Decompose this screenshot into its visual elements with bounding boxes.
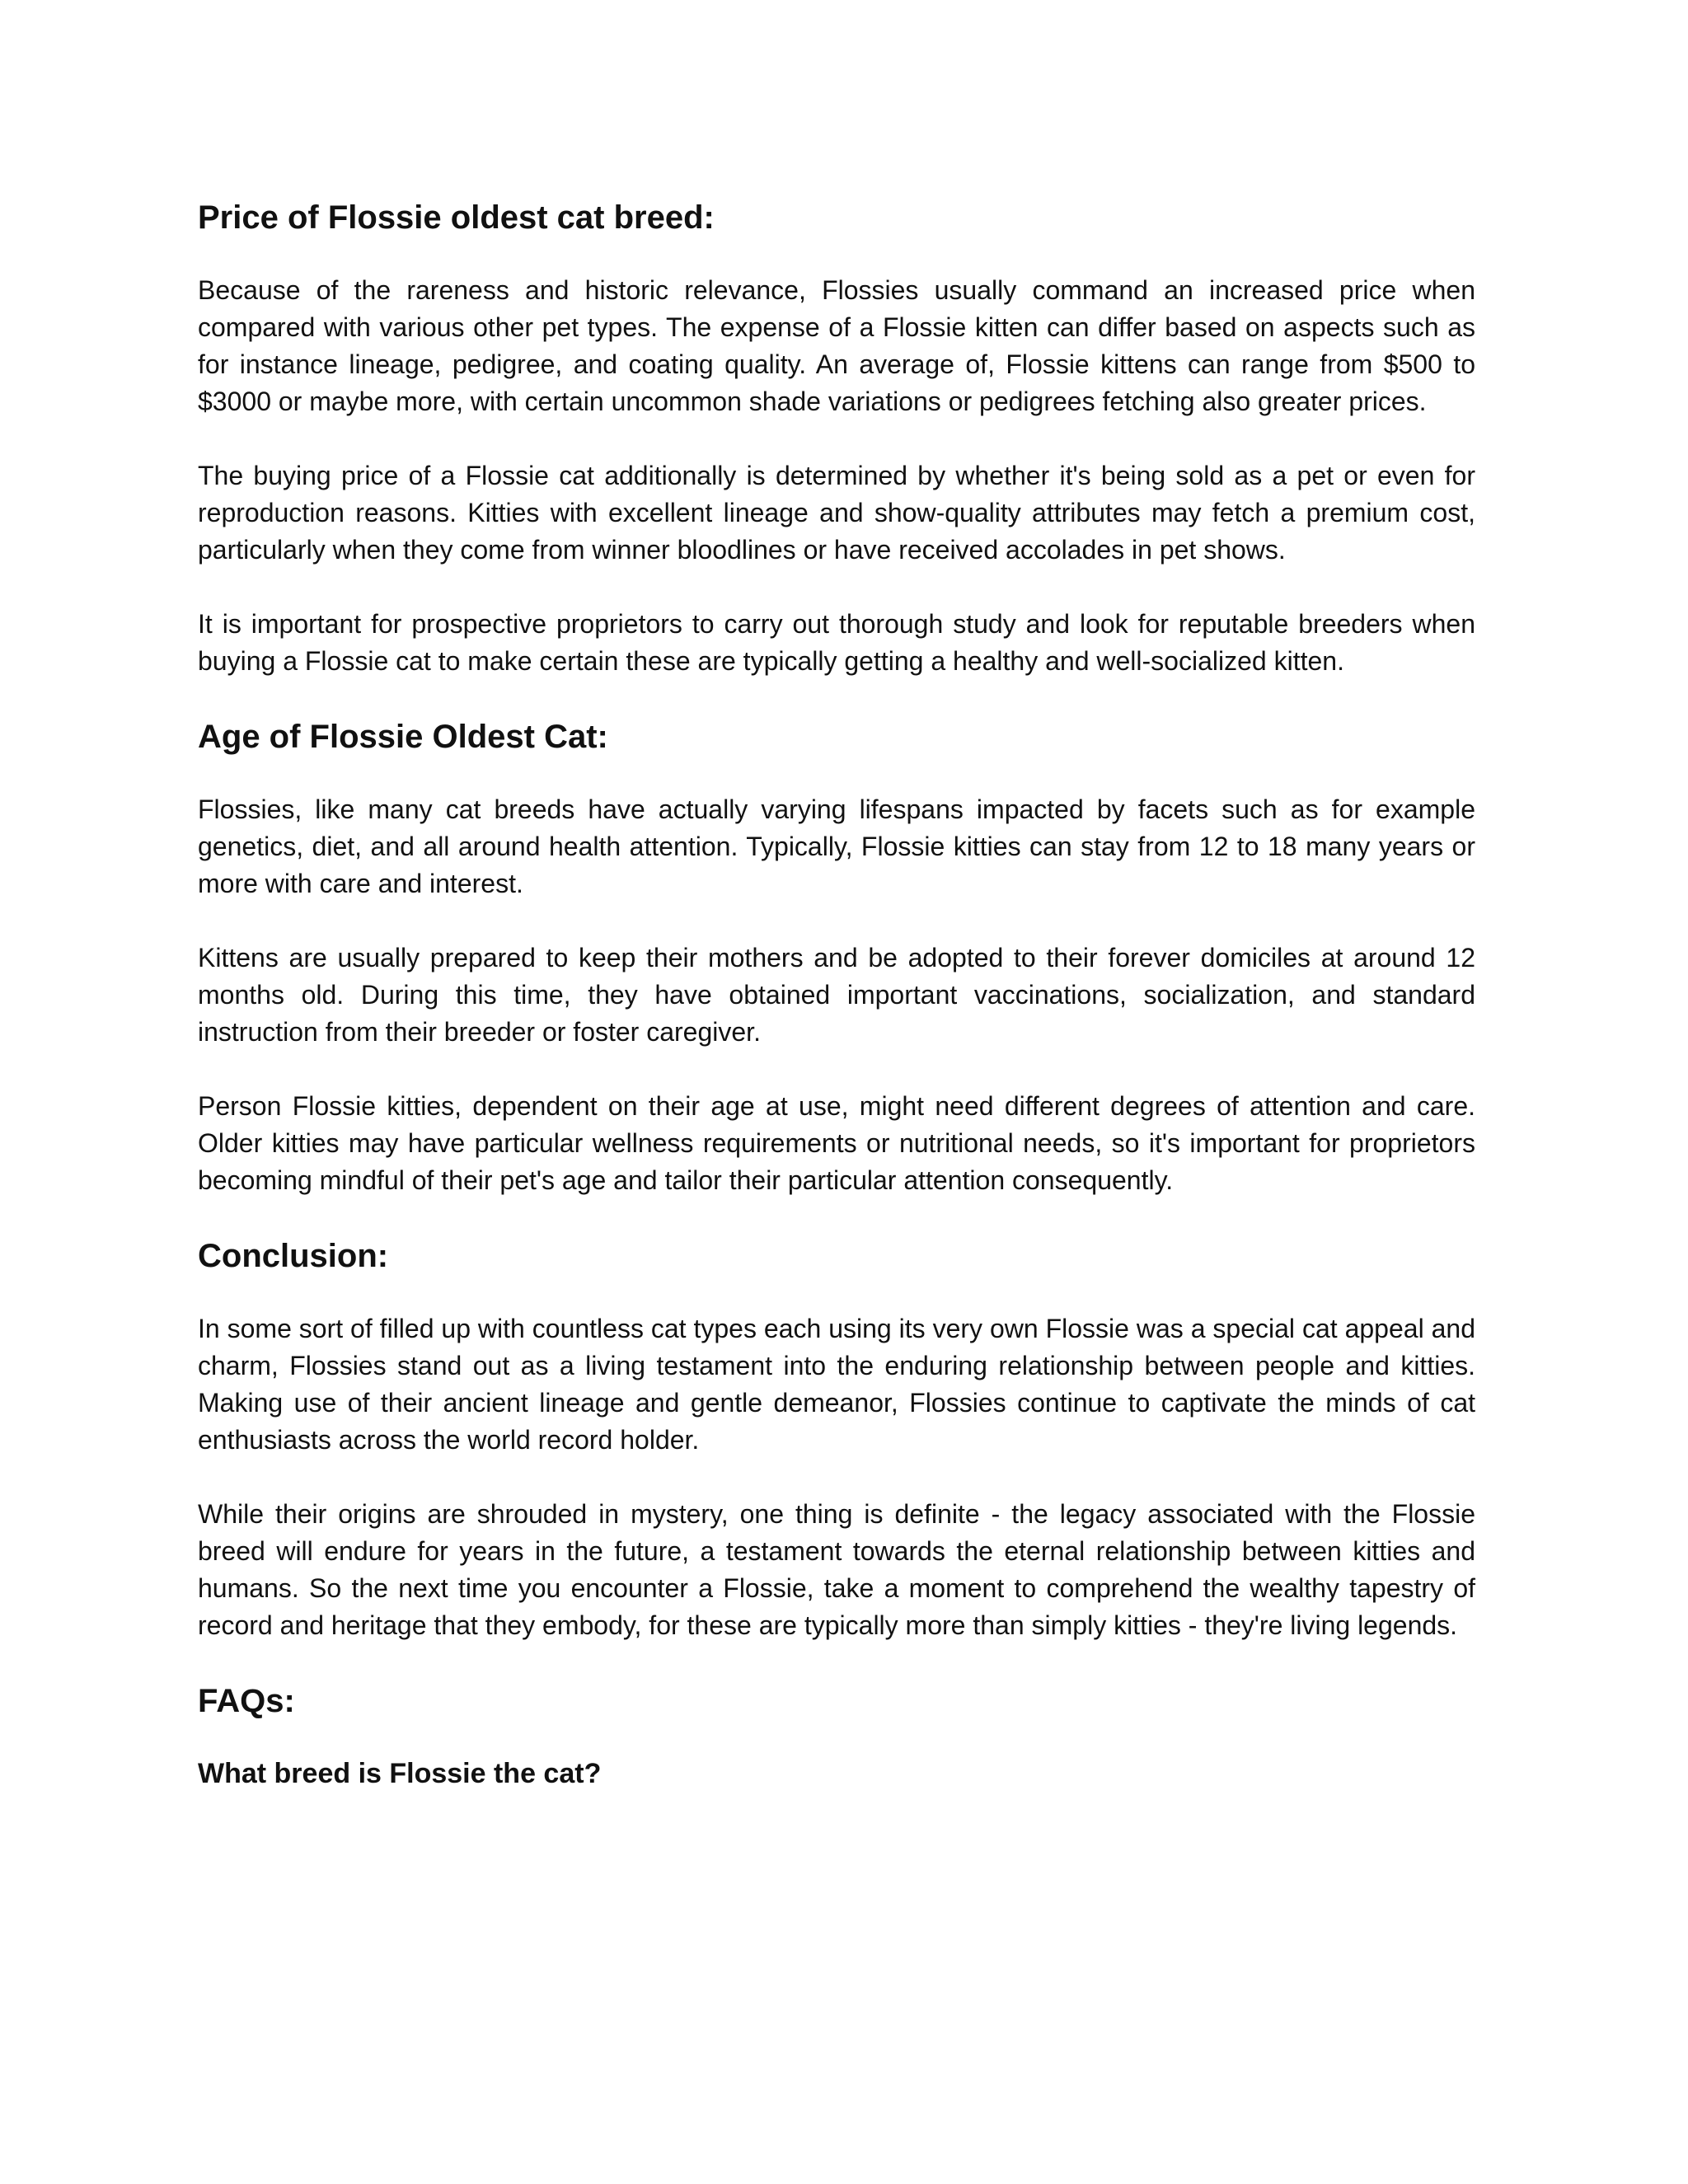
paragraph: Kittens are usually prepared to keep their mothers and be adopted to their forever domiciles at around 12 months old. During this time, they have obtained important vaccinations, socialization, and standard instruction from their breeder or foster caregiver. [198, 943, 1475, 1047]
document-page [198, 198, 1475, 1792]
section-age [198, 717, 1475, 1199]
section-faqs [198, 1681, 1475, 1792]
paragraph: Because of the rareness and historic relevance, Flossies usually command an increased price when compared with various other pet types. The expense of a Flossie kitten can differ based on aspects such as for instance lineage, pedigree, and coating quality. An average of, Flossie kittens can range from $500 to $3000 or maybe more, with certain uncommon shade variations or pedigrees fetching also greater prices. [198, 275, 1475, 416]
section-price [198, 198, 1475, 680]
section-heading-faqs: FAQs: [198, 1683, 295, 1719]
paragraph: The buying price of a Flossie cat additionally is determined by whether it's being sold as a pet or even for reproduction reasons. Kitties with excellent lineage and show-quality attributes may fetch a premium cost, particularly when they come from winner bloodlines or have received accolades in pet shows. [198, 461, 1475, 565]
faq-question: What breed is Flossie the cat? [198, 1758, 602, 1789]
paragraph: Flossies, like many cat breeds have actually varying lifespans impacted by facets such as for example genetics, diet, and all around health attention. Typically, Flossie kitties can stay from 12 to 18 many years or more with care and interest. [198, 794, 1475, 898]
section-heading-conclusion: Conclusion: [198, 1238, 389, 1274]
paragraph: It is important for prospective proprietors to carry out thorough study and look for reputable breeders when buying a Flossie cat to make certain these are typically getting a healthy and well-socialized kitten. [198, 609, 1475, 676]
section-heading-price: Price of Flossie oldest cat breed: [198, 199, 715, 236]
paragraph: In some sort of filled up with countless cat types each using its very own Flossie was a special cat appeal and charm, Flossies stand out as a living testament into the enduring relationship between people and kitties. Making use of their ancient lineage and gentle demeanor, Flossies continue to captivate the minds of cat enthusiasts across the world record holder. [198, 1314, 1475, 1455]
paragraph: While their origins are shrouded in mystery, one thing is definite - the legacy associated with the Flossie breed will endure for years in the future, a testament towards the eternal relationship between kitties and humans. So the next time you encounter a Flossie, take a moment to comprehend the wealthy tapestry of record and heritage that they embody, for these are typically more than simply kitties - they're living legends. [198, 1499, 1475, 1640]
paragraph: Person Flossie kitties, dependent on their age at use, might need different degrees of attention and care. Older kitties may have particular wellness requirements or nutritional needs, so it's important for proprietors becoming mindful of their pet's age and tailor their particular attention consequently. [198, 1091, 1475, 1195]
section-conclusion [198, 1236, 1475, 1644]
section-heading-age: Age of Flossie Oldest Cat: [198, 719, 608, 755]
